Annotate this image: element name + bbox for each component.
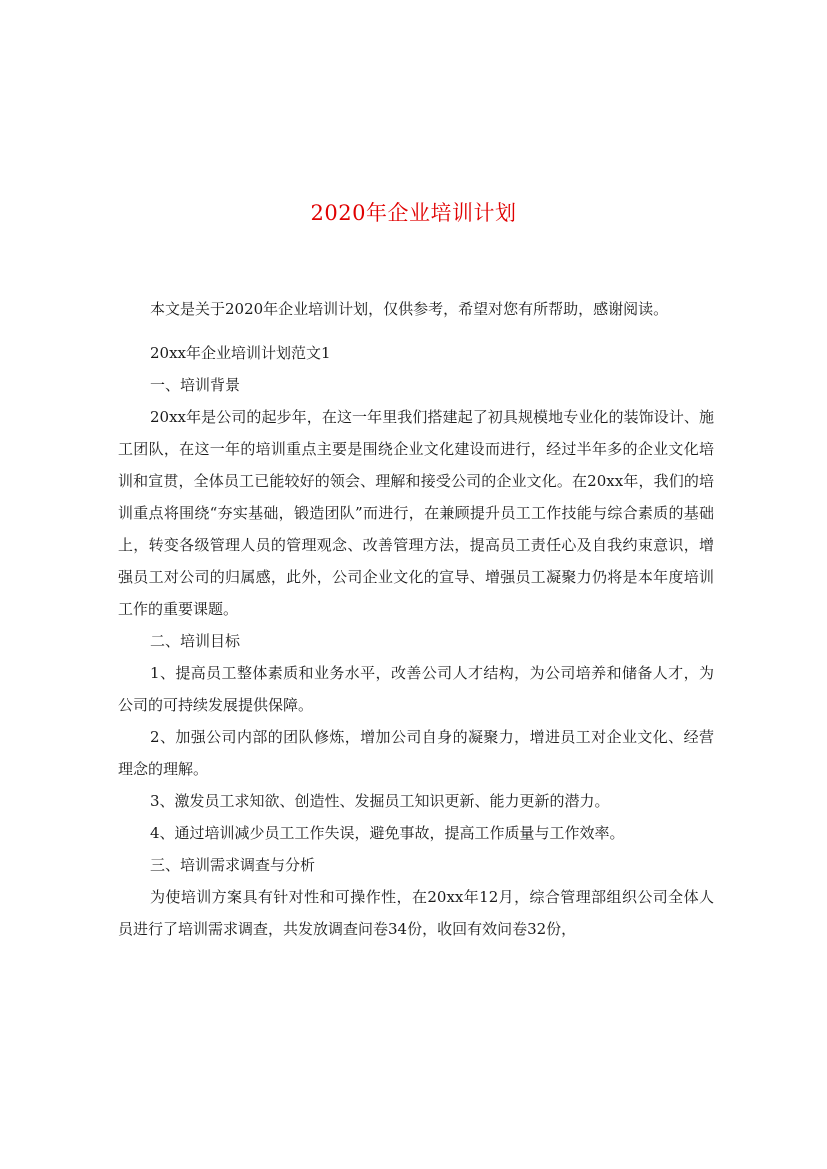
document-title: 2020年企业培训计划	[310, 201, 517, 225]
goal-item-4: 4、通过培训减少员工工作失误，避免事故，提高工作质量与工作效率。	[150, 824, 625, 842]
goal-item-3: 3、激发员工求知欲、创造性、发掘员工知识更新、能力更新的潜力。	[150, 792, 610, 810]
section-heading-background: 一、培训背景	[150, 376, 241, 394]
survey-paragraph: 为使培训方案具有针对性和可操作性，在20xx年12月，综合管理部组织公司全体人员进行了培训需求调查，共发放调查问卷34份，收回有效问卷32份，	[118, 888, 714, 938]
goal-item-1: 1、提高员工整体素质和业务水平，改善公司人才结构，为公司培养和储备人才，为公司的可持续发展提供保障。	[118, 664, 714, 714]
section-heading-survey: 三、培训需求调查与分析	[150, 856, 316, 874]
document-body	[118, 293, 714, 945]
intro-paragraph: 本文是关于2020年企业培训计划，仅供参考，希望对您有所帮助，感谢阅读。	[150, 300, 669, 318]
section-heading-goals: 二、培训目标	[150, 632, 241, 650]
background-paragraph: 20xx年是公司的起步年，在这一年里我们搭建起了初具规模地专业化的装饰设计、施工团队，在这一年的培训重点主要是围绕企业文化建设而进行，经过半年多的企业文化培训和宣贯，全体员工已能较好的领会、理解和接受公司的企业文化。在20xx年，我们的培训重点将围绕“夯实基础，锻造团队”而进行，在兼顾提升员工工作技能与综合素质的基础上，转变各级管理人员的管理观念、改善管理方法，提高员工责任心及自我约束意识，增强员工对公司的归属感，此外，公司企业文化的宣导、增强员工凝聚力仍将是本年度培训工作的重要课题。	[118, 408, 714, 618]
section-heading-sample: 20xx年企业培训计划范文1	[150, 344, 331, 362]
goal-item-2: 2、加强公司内部的团队修炼，增加公司自身的凝聚力，增进员工对企业文化、经营理念的理解。	[118, 728, 714, 778]
